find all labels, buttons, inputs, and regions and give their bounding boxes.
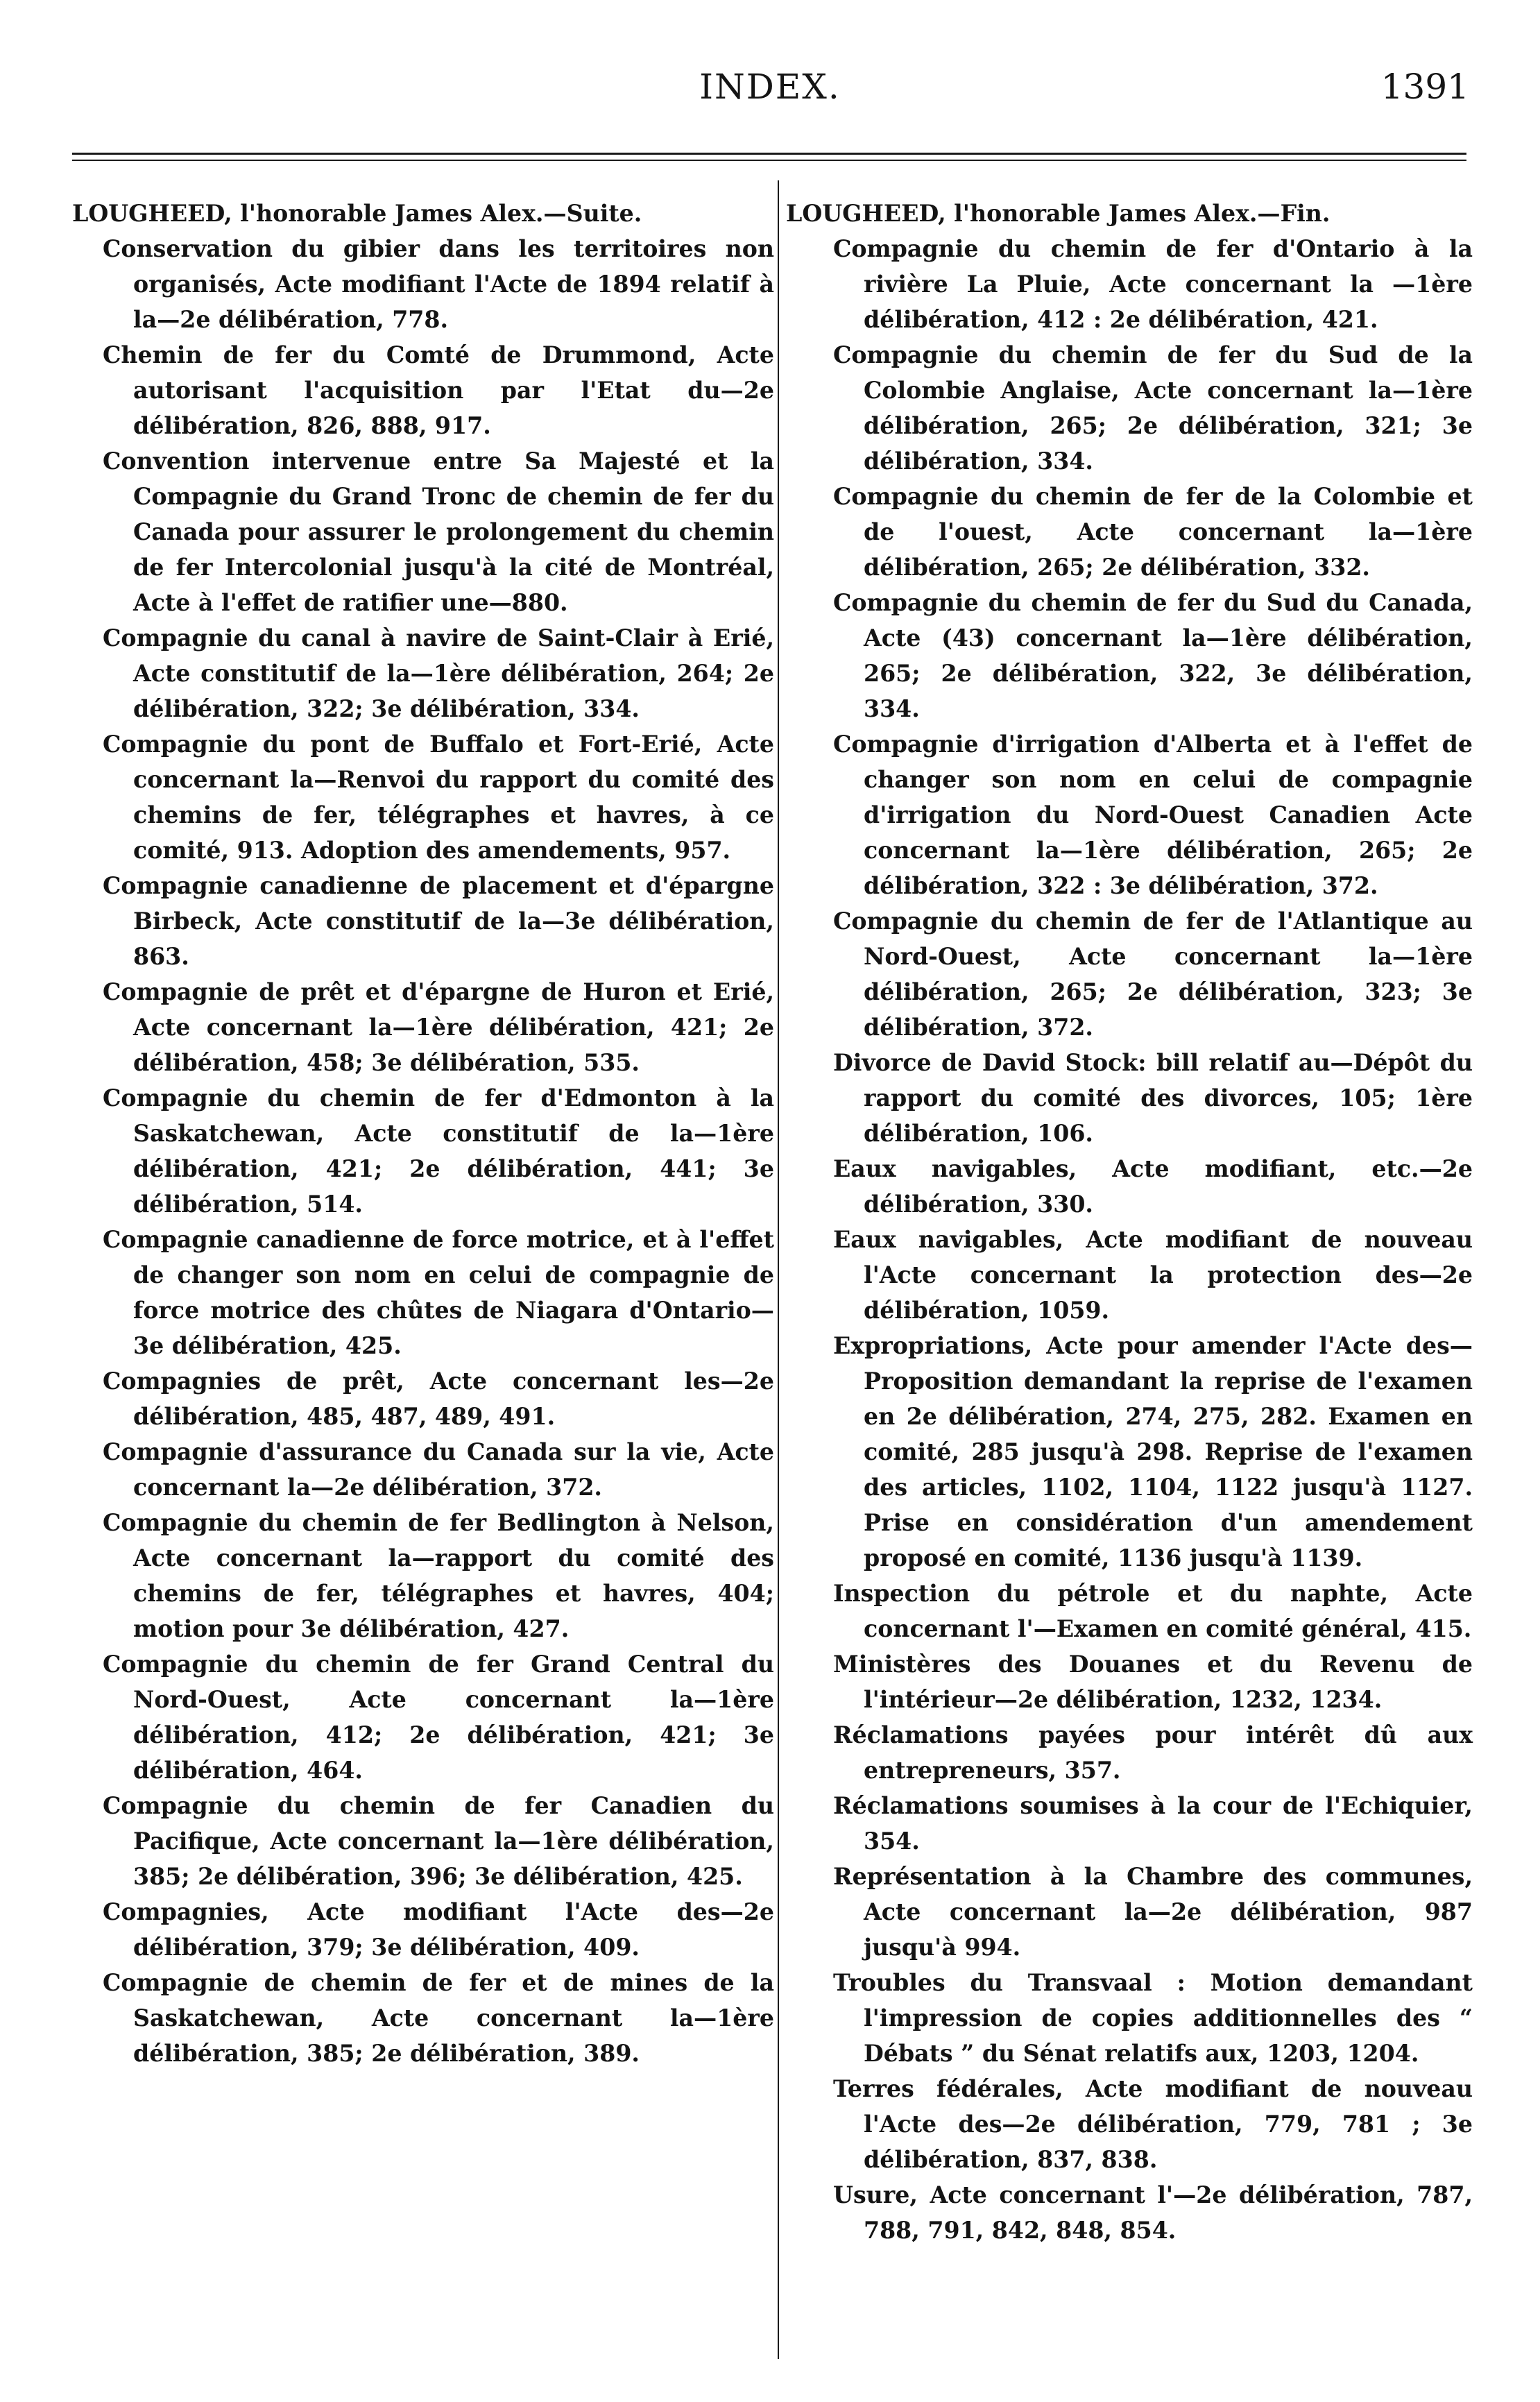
index-entry: Compagnie du chemin de fer du Sud du Canada, Acte (43) concernant la—1ère délibération, 265; 2e délibération, 322, 3e délibération, 334. [833, 589, 1473, 722]
index-entry: Compagnie d'assurance du Canada sur la vie, Acte concernant la—2e délibération, 372. [103, 1438, 774, 1501]
index-entry: Compagnie canadienne de placement et d'épargne Birbeck, Acte constitutif de la—3e délibération, 863. [103, 872, 774, 970]
header-rule-bottom [72, 160, 1466, 161]
index-entry: Représentation à la Chambre des communes, Acte concernant la—2e délibération, 987 jusqu'à 994. [833, 1863, 1473, 1961]
index-entry: Divorce de David Stock: bill relatif au—Dépôt du rapport du comité des divorces, 105; 1ère délibération, 106. [833, 1049, 1473, 1147]
index-entry: Compagnie du chemin de fer Canadien du Pacifique, Acte concernant la—1ère délibération, 385; 2e délibération, 396; 3e délibération, 425. [103, 1792, 774, 1890]
index-entry: Chemin de fer du Comté de Drummond, Acte autorisant l'acquisition par l'Etat du—2e délibération, 826, 888, 917. [103, 341, 774, 439]
right-column [786, 196, 1473, 2248]
index-entry: Compagnie canadienne de force motrice, et à l'effet de changer son nom en celui de compagnie de force motrice des chûtes de Niagara d'Ontario—3e délibération, 425. [103, 1226, 774, 1359]
page-number: 1391 [1380, 67, 1469, 107]
index-entry: Compagnie du chemin de fer Grand Central du Nord-Ouest, Acte concernant la—1ère délibération, 412; 2e délibération, 421; 3e délibération, 464. [103, 1651, 774, 1784]
index-entry: Compagnie d'irrigation d'Alberta et à l'effet de changer son nom en celui de compagnie d'irrigation du Nord-Ouest Canadien Acte concernant la—1ère délibération, 265; 2e délibération, 322 : 3e délibération, 372. [833, 731, 1473, 899]
index-entry: Compagnie de chemin de fer et de mines de la Saskatchewan, Acte concernant la—1ère délibération, 385; 2e délibération, 389. [103, 1969, 774, 2067]
page-title: INDEX. [699, 67, 841, 107]
index-entry: Compagnie du canal à navire de Saint-Clair à Erié, Acte constitutif de la—1ère délibération, 264; 2e délibération, 322; 3e délibération, 334. [103, 624, 774, 722]
index-entry: Réclamations soumises à la cour de l'Echiquier, 354. [833, 1792, 1473, 1855]
index-entry: Ministères des Douanes et du Revenu de l'intérieur—2e délibération, 1232, 1234. [833, 1651, 1473, 1713]
index-entry: Usure, Acte concernant l'—2e délibération, 787, 788, 791, 842, 848, 854. [833, 2181, 1473, 2244]
index-entry: Compagnies, Acte modifiant l'Acte des—2e délibération, 379; 3e délibération, 409. [103, 1898, 774, 1961]
column-heading-right: LOUGHEED, l'honorable James Alex.—Fin. [786, 200, 1331, 227]
index-entry: Compagnie de prêt et d'épargne de Huron et Erié, Acte concernant la—1ère délibération, 421; 2e délibération, 458; 3e délibération, 535. [103, 978, 774, 1076]
index-entry: Expropriations, Acte pour amender l'Acte des—Proposition demandant la reprise de l'examen en 2e délibération, 274, 275, 282. Examen en comité, 285 jusqu'à 298. Reprise de l'examen des articles, 1102, 1104, 1122 jusqu'à 1127. Prise en considération d'un amendement proposé en comité, 1136 jusqu'à 1139. [833, 1332, 1473, 1571]
header-rule-top [72, 153, 1466, 155]
column-divider [778, 180, 779, 2359]
index-entry: Eaux navigables, Acte modifiant de nouveau l'Acte concernant la protection des—2e délibération, 1059. [833, 1226, 1473, 1324]
index-entry: Réclamations payées pour intérêt dû aux entrepreneurs, 357. [833, 1721, 1473, 1784]
index-entry: Troubles du Transvaal : Motion demandant l'impression de copies additionnelles des “ Débats ” du Sénat relatifs aux, 1203, 1204. [833, 1969, 1473, 2067]
index-entry: Conservation du gibier dans les territoires non organisés, Acte modifiant l'Acte de 1894 relatif à la—2e délibération, 778. [103, 235, 774, 333]
index-entry: Compagnie du chemin de fer d'Edmonton à la Saskatchewan, Acte constitutif de la—1ère délibération, 421; 2e délibération, 441; 3e délibération, 514. [103, 1084, 774, 1218]
index-entry: Compagnies de prêt, Acte concernant les—2e délibération, 485, 487, 489, 491. [103, 1368, 774, 1430]
index-entry: Compagnie du chemin de fer du Sud de la Colombie Anglaise, Acte concernant la—1ère délibération, 265; 2e délibération, 321; 3e délibération, 334. [833, 341, 1473, 475]
left-entry-list [72, 231, 774, 2071]
index-entry: Convention intervenue entre Sa Majesté et la Compagnie du Grand Tronc de chemin de fer du Canada pour assurer le prolongement du chemin de fer Intercolonial jusqu'à la cité de Montréal, Acte à l'effet de ratifier une—880. [103, 448, 774, 616]
right-entry-list [786, 231, 1473, 2248]
index-entry: Compagnie du chemin de fer de la Colombie et de l'ouest, Acte concernant la—1ère délibération, 265; 2e délibération, 332. [833, 483, 1473, 581]
index-entry: Compagnie du pont de Buffalo et Fort-Erié, Acte concernant la—Renvoi du rapport du comité des chemins de fer, télégraphes et havres, à ce comité, 913. Adoption des amendements, 957. [103, 731, 774, 864]
index-entry: Eaux navigables, Acte modifiant, etc.—2e délibération, 330. [833, 1155, 1473, 1218]
left-column [72, 196, 774, 2071]
index-entry: Compagnie du chemin de fer d'Ontario à la rivière La Pluie, Acte concernant la —1ère délibération, 412 : 2e délibération, 421. [833, 235, 1473, 333]
index-entry: Inspection du pétrole et du naphte, Acte concernant l'—Examen en comité général, 415. [833, 1580, 1473, 1642]
column-heading-left: LOUGHEED, l'honorable James Alex.—Suite. [72, 200, 642, 227]
index-entry: Compagnie du chemin de fer de l'Atlantique au Nord-Ouest, Acte concernant la—1ère délibération, 265; 2e délibération, 323; 3e délibération, 372. [833, 908, 1473, 1041]
index-entry: Compagnie du chemin de fer Bedlington à Nelson, Acte concernant la—rapport du comité des chemins de fer, télégraphes et havres, 404; motion pour 3e délibération, 427. [103, 1509, 774, 1642]
index-entry: Terres fédérales, Acte modifiant de nouveau l'Acte des—2e délibération, 779, 781 ; 3e délibération, 837, 838. [833, 2075, 1473, 2173]
